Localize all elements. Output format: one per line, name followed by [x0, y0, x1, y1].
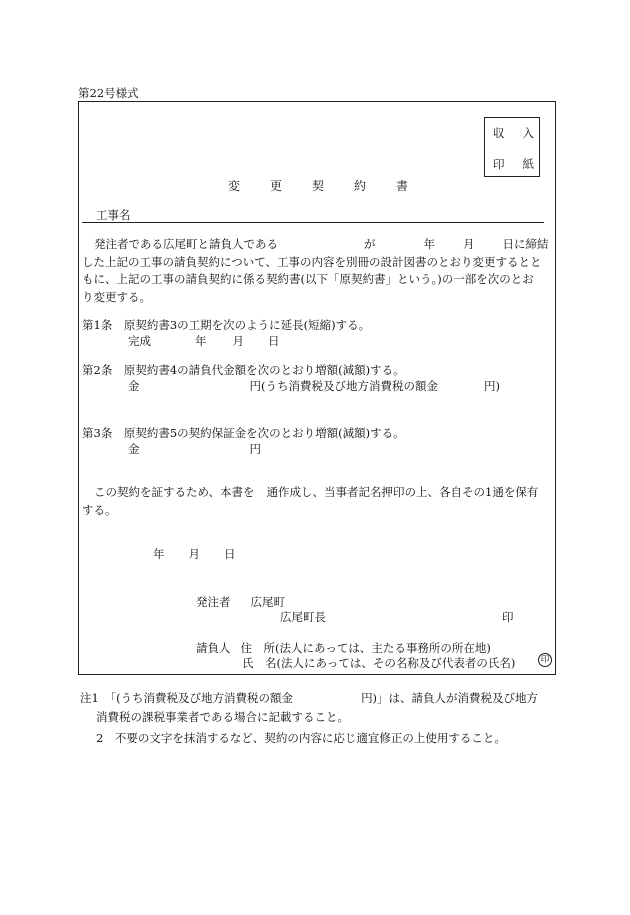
contractor-address-line: 請負人 住 所(法人にあっては、主たる事務所の所在地)	[196, 641, 491, 655]
orderer-seal-mark: 印	[502, 610, 514, 624]
article-2-heading: 第2条 原契約書4の請負代金額を次のとおり増額(減額)する。	[82, 363, 405, 377]
note-1-line-2: 消費税の課税事業者である場合に記載すること。	[96, 710, 349, 724]
note-1-line-1: 注1 「(うち消費税及び地方消費税の額金 円)」は、請負人が消費税及び地方	[80, 691, 539, 705]
article-3-amount: 金 円	[128, 442, 261, 456]
article-2-amount: 金 円(うち消費税及び地方消費税の額金 円)	[128, 379, 500, 393]
intro-line-3: もに、上記の工事の請負契約に係る契約書(以下「原契約書」という。)の一部を次のとお	[82, 272, 534, 286]
form-number-label: 第22号様式	[78, 86, 139, 100]
construction-name-label: 工事名	[96, 208, 131, 222]
contract-date: 年 月 日	[153, 547, 236, 561]
intro-line-4: り変更する。	[82, 289, 151, 304]
article-1-completion: 完成 年 月 日	[128, 334, 280, 348]
contractor-name-line: 氏 名(法人にあっては、その名称及び代表者の氏名)	[242, 656, 516, 670]
intro-ga: が	[364, 237, 376, 251]
closing-line-1: この契約を証するため、本書を 通作成し、当事者記名押印の上、各自その1通を保有	[94, 485, 539, 499]
closing-paragraph	[82, 484, 538, 519]
stamp-label-top: 収入	[493, 126, 552, 140]
intro-line-2: した上記の工事の請負契約について、工事の内容を別冊の設計図書のとおり変更するとと	[82, 254, 542, 269]
article-1-heading: 第1条 原契約書3の工期を次のように延長(短縮)する。	[82, 318, 371, 332]
intro-line-1	[82, 236, 552, 254]
article-3-heading: 第3条 原契約書5の契約保証金を次のとおり増額(減額)する。	[82, 426, 405, 440]
closing-line-2: する。	[82, 502, 117, 517]
construction-name-line	[82, 206, 544, 223]
intro-day: 日に締結	[502, 237, 549, 251]
note-2: 2 不要の文字を抹消するなど、契約の内容に応じ適宜修正の上使用すること。	[96, 731, 506, 745]
intro-paragraph	[82, 236, 552, 306]
intro-parties: 発注者である広尾町と請負人である	[94, 237, 278, 251]
document-title: 変更契約書	[228, 179, 439, 193]
orderer-title: 広尾町長	[280, 610, 326, 624]
stamp-label-bottom: 印紙	[493, 157, 552, 171]
contractor-seal-mark: 印	[538, 653, 552, 667]
intro-year: 年	[423, 237, 435, 251]
intro-month: 月	[463, 237, 475, 251]
orderer-line: 発注者 広尾町	[196, 595, 285, 609]
